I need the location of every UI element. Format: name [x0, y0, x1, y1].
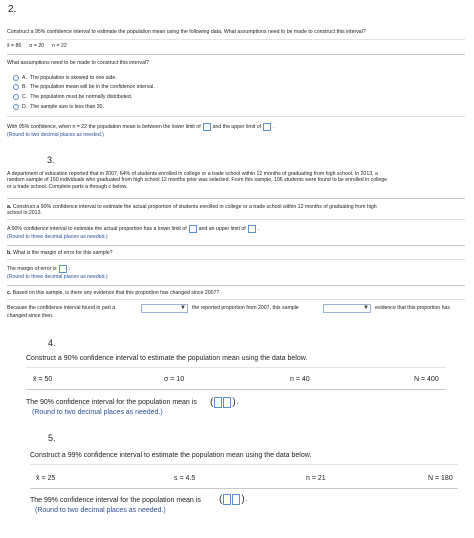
- radio-button[interactable]: [13, 84, 19, 90]
- q2-option-c[interactable]: C. The population must be normally distributed.: [13, 94, 132, 100]
- q5-number: 5.: [48, 433, 56, 443]
- dropdown-arrow-icon: ▼: [363, 305, 369, 311]
- divider: [7, 39, 465, 40]
- divider: [30, 488, 458, 489]
- q3-number: 3.: [47, 155, 55, 165]
- q3-part-b: b. What is the margin of error for this sample?: [7, 250, 113, 256]
- q2-value-xbar: x̄ = 86: [7, 43, 22, 49]
- q2-assumption-question: What assumptions need to be made to construct this interval?: [7, 60, 149, 66]
- q3-answer-c-text-2: the reported proportion from 2007, this sample: [192, 305, 299, 311]
- q5-value-s: s = 4.5: [174, 475, 196, 482]
- q4-interval-input: ( ) .: [210, 397, 239, 408]
- lower-bound-input[interactable]: [214, 397, 222, 408]
- q3-part-a-line-2: school in 2013.: [7, 210, 42, 216]
- q2-option-b[interactable]: B. The population mean will be in the confidence interval.: [13, 84, 155, 90]
- q4-value-n: n = 40: [290, 376, 310, 383]
- upper-bound-input[interactable]: [223, 397, 231, 408]
- divider: [7, 285, 465, 286]
- q4-hint: (Round to two decimal places as needed.): [32, 409, 163, 416]
- q5-value-n: n = 21: [306, 475, 326, 482]
- q5-answer-label: The 99% confidence interval for the population mean is: [30, 497, 201, 504]
- q5-interval-input: ( ) .: [219, 494, 248, 505]
- radio-button[interactable]: [13, 94, 19, 100]
- q2-option-a[interactable]: A. The population is skewed to one side.: [13, 75, 117, 81]
- q5-value-N: N = 180: [428, 475, 453, 482]
- q4-prompt: Construct a 90% confidence interval to estimate the population mean using the data below.: [26, 355, 308, 362]
- evidence-dropdown[interactable]: [323, 304, 371, 313]
- q2-option-d[interactable]: D. The sample size is less than 30.: [13, 104, 104, 110]
- q3-part-a: a. Construct a 90% confidence interval to estimate the actual proportion of students enrolled in college or a trade school within 12 months of graduating from high: [7, 204, 377, 210]
- q4-value-sigma: σ = 10: [164, 376, 185, 383]
- q3-part-c: c. Based on this sample, is there any evidence that this proportion has changed since 2007?: [7, 290, 220, 296]
- upper-limit-input[interactable]: [263, 123, 271, 131]
- q2-answer-line: With 95% confidence, when n = 22 the population mean is between the lower limit of and the upper limit of .: [7, 123, 275, 130]
- divider: [26, 367, 446, 368]
- part-a-relation-dropdown[interactable]: [141, 304, 188, 313]
- divider: [7, 54, 465, 55]
- lower-limit-input[interactable]: [203, 123, 211, 131]
- q3-intro-line-1: A department of education reported that in 2007, 64% of students enrolled in college or a trade school within 12 months of graduating from high school. In 2013, a: [7, 171, 378, 177]
- divider: [7, 198, 465, 199]
- q5-prompt: Construct a 99% confidence interval to estimate the population mean using the data below.: [30, 452, 312, 459]
- q2-values: [7, 43, 107, 50]
- q2-number: 2.: [8, 4, 17, 15]
- q4-value-xbar: x̄ = 50: [33, 376, 53, 383]
- upper-limit-input[interactable]: [248, 225, 256, 233]
- q4-answer-label: The 90% confidence interval for the population mean is: [26, 399, 197, 406]
- divider: [7, 116, 465, 117]
- lower-limit-input[interactable]: [189, 225, 197, 233]
- q3-answer-c-text-4: changed since then.: [7, 313, 54, 319]
- q2-value-n: n = 22: [52, 43, 67, 49]
- q4-number: 4.: [48, 338, 56, 348]
- q3-answer-a: A 90% confidence interval to estimate the actual proportion has a lower limit of and an upper limit of .: [7, 225, 260, 232]
- dropdown-arrow-icon: ▼: [180, 305, 186, 311]
- q3-intro-line-2: random sample of 160 individuals who graduated from high school 12 months prior was selected. From this sample, 106 students were found to be enrolled in college: [7, 177, 388, 183]
- radio-button[interactable]: [13, 104, 19, 110]
- q3-hint-a: (Round to three decimal places as needed.): [7, 234, 108, 240]
- divider: [7, 219, 465, 220]
- divider: [26, 389, 446, 390]
- q3-hint-b: (Round to three decimal places as needed.): [7, 274, 108, 280]
- q2-hint: (Round to two decimal places as needed.): [7, 132, 104, 138]
- q5-hint: (Round to two decimal places as needed.): [35, 507, 166, 514]
- margin-of-error-input[interactable]: [59, 265, 67, 273]
- q3-answer-c-text-1: Because the confidence interval found in part a: [7, 305, 116, 311]
- q2-prompt: Construct a 95% confidence interval to estimate the population mean using the following data. What assumptions need to be made to construct this interval?: [7, 29, 366, 35]
- divider: [7, 245, 465, 246]
- lower-bound-input[interactable]: [223, 494, 231, 505]
- q3-answer-b: The margin of error is .: [7, 265, 71, 272]
- radio-button[interactable]: [13, 75, 19, 81]
- q2-value-sigma: σ = 20: [29, 43, 45, 49]
- divider: [7, 259, 465, 260]
- q5-value-xbar: x̄ = 25: [36, 475, 56, 482]
- q3-intro-line-3: or a trade school. Complete parts a through c below.: [7, 184, 128, 190]
- q3-answer-c-text-3: evidence that this proportion has: [375, 305, 450, 311]
- divider: [30, 464, 458, 465]
- upper-bound-input[interactable]: [232, 494, 240, 505]
- q4-value-N: N = 400: [414, 376, 439, 383]
- divider: [7, 299, 465, 300]
